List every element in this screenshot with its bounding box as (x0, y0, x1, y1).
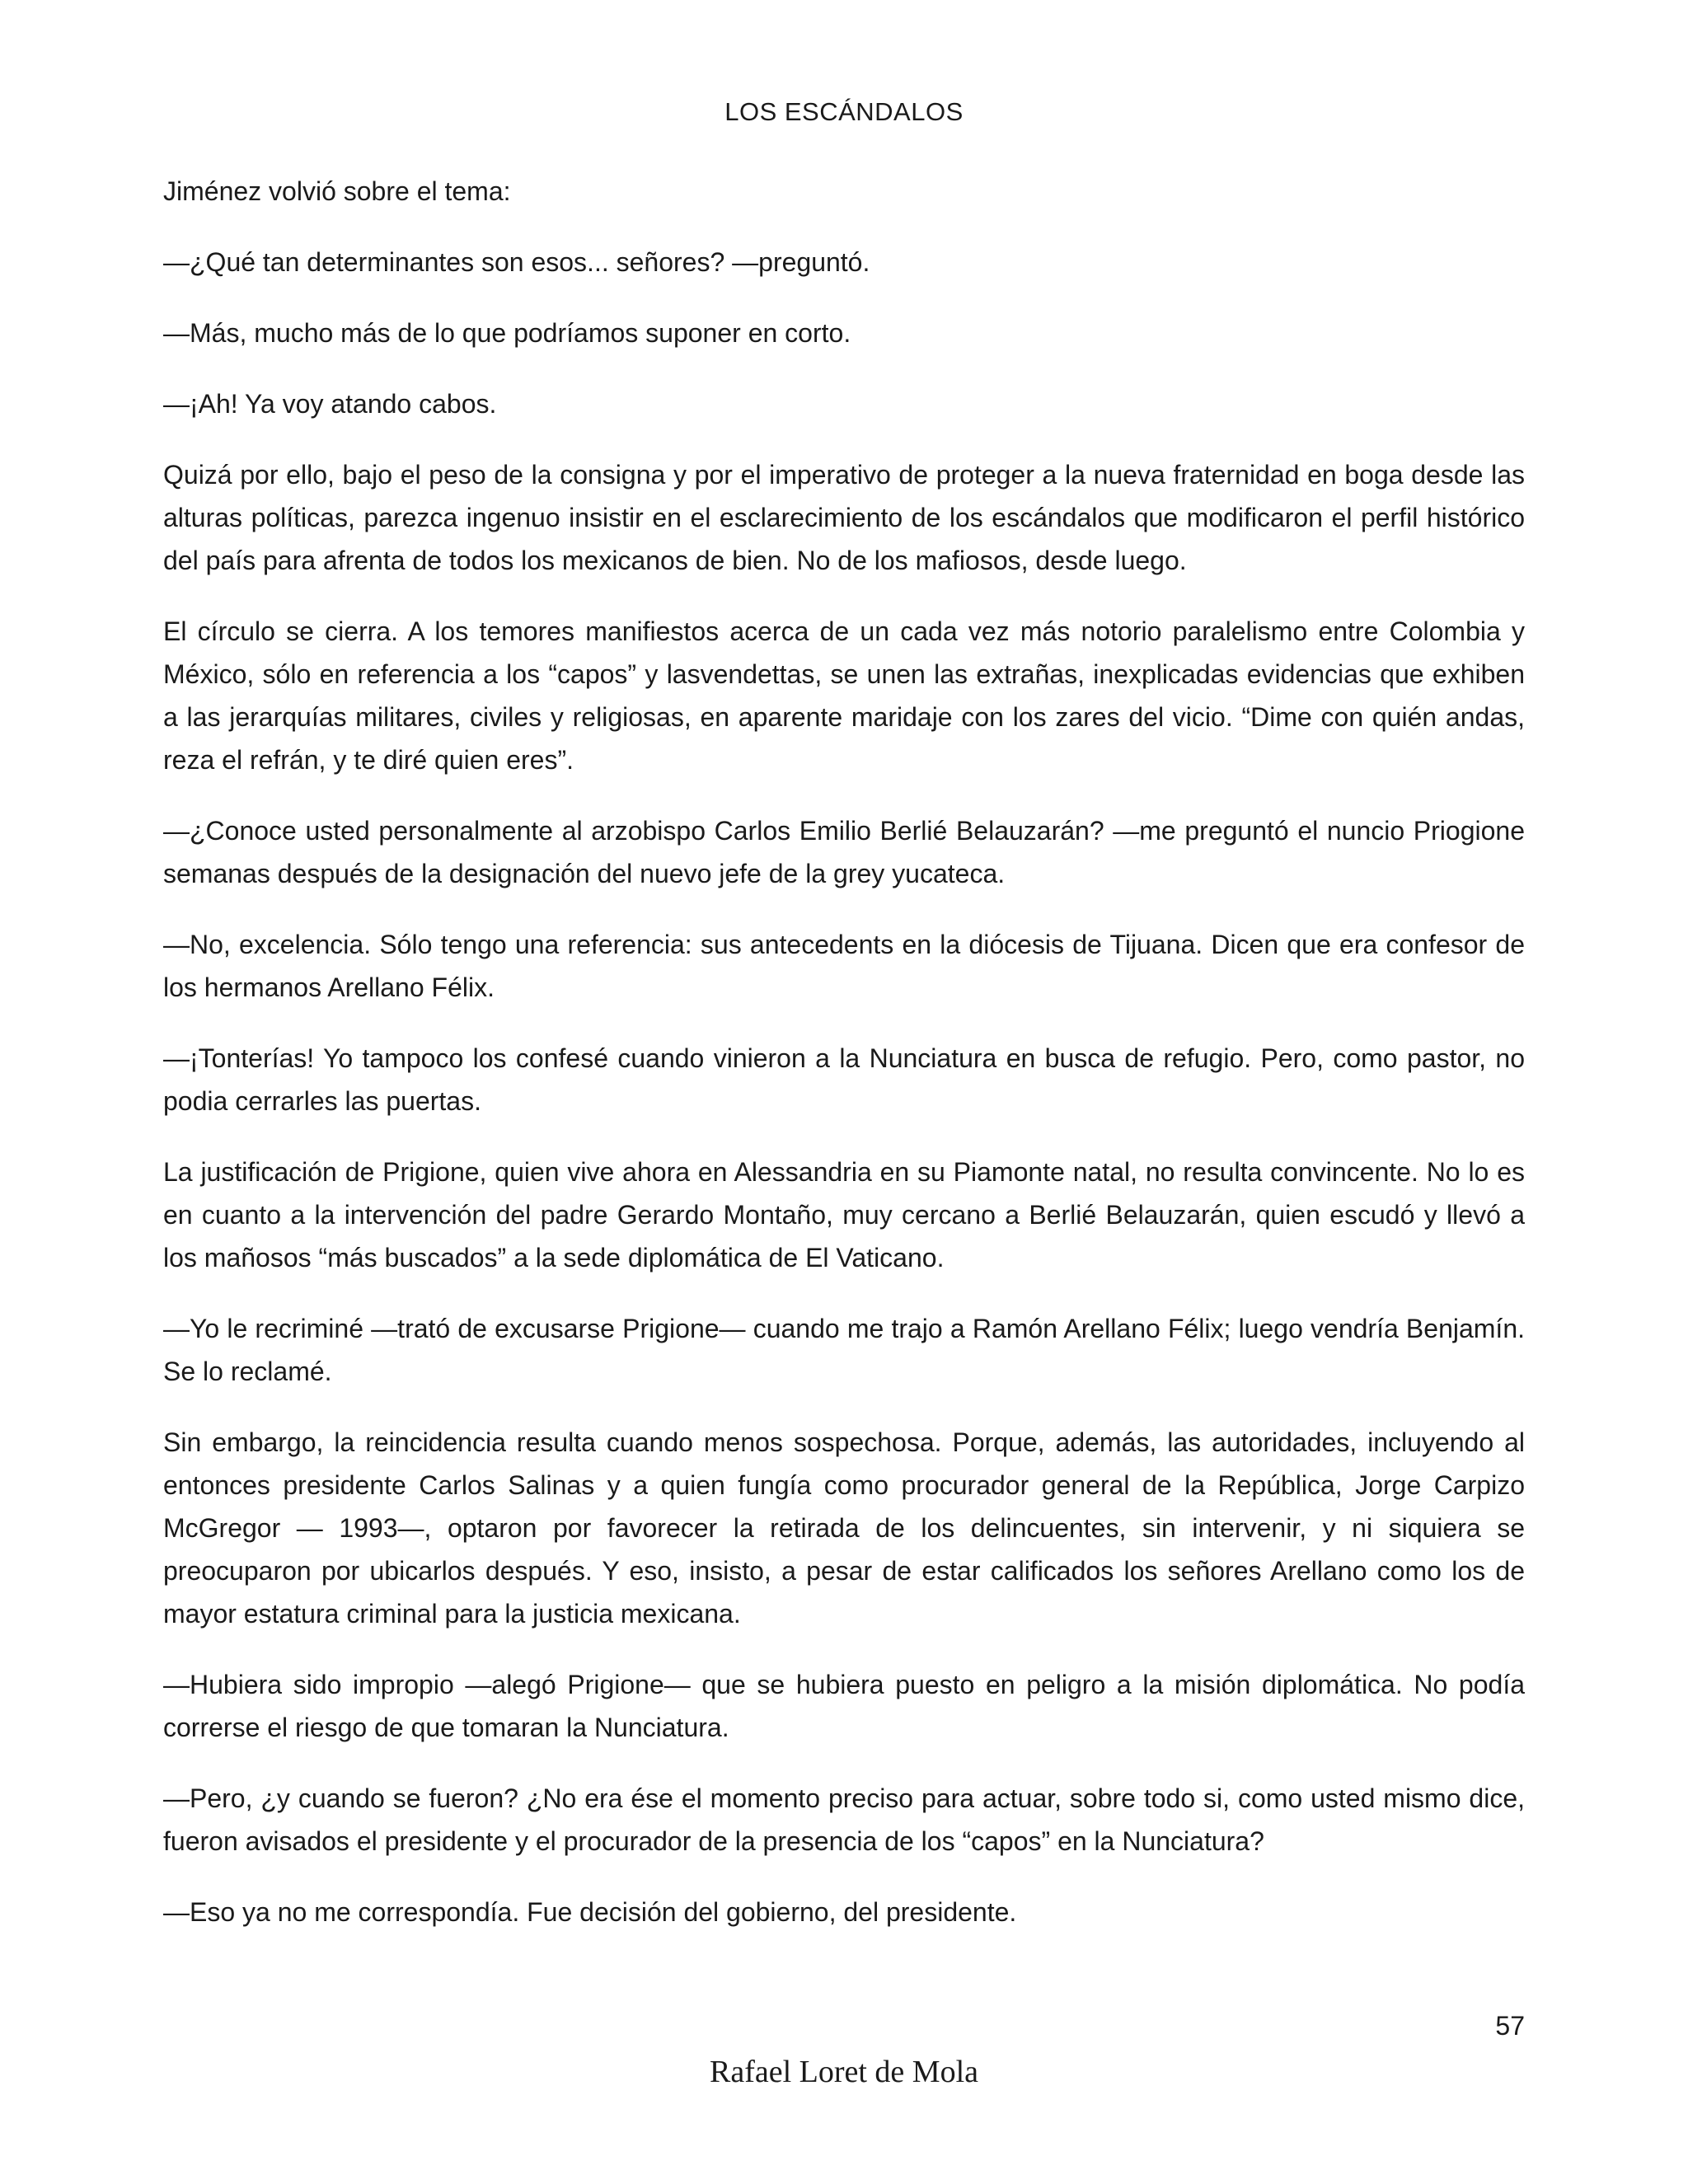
paragraph: La justificación de Prigione, quien vive ahora en Alessandria en su Piamonte natal, no resulta convincente. No lo es en cuanto a la intervención del padre Gerardo Montaño, muy cercano a Berlié Belauzarán, quien escudó y llevó a los mañosos “más buscados” a la sede diplomática de El Vaticano. (163, 1157, 1525, 1272)
paragraph: —Hubiera sido impropio —alegó Prigione— que se hubiera puesto en peligro a la misión diplomática. No podía correrse el riesgo de que tomaran la Nunciatura. (163, 1670, 1525, 1742)
paragraph: Quizá por ello, bajo el peso de la consigna y por el imperativo de proteger a la nueva fraternidad en boga desde las alturas políticas, parezca ingenuo insistir en el esclarecimiento de los escándalos que modificaron el perfil histórico del país para afrenta de todos los mexicanos de bien. No de los mafiosos, desde luego. (163, 460, 1525, 575)
paragraph: —¿Qué tan determinantes son esos... señores? —preguntó. (163, 247, 870, 277)
paragraph: —¿Conoce usted personalmente al arzobispo Carlos Emilio Berlié Belauzarán? —me preguntó el nuncio Priogione semanas después de la designación del nuevo jefe de la grey yucateca. (163, 816, 1525, 888)
running-title: LOS ESCÁNDALOS (724, 97, 964, 126)
paragraph: —¡Tonterías! Yo tampoco los confesé cuando vinieron a la Nunciatura en busca de refugio. Pero, como pastor, no podia cerrarles las puertas. (163, 1043, 1525, 1116)
paragraph: El círculo se cierra. A los temores manifiestos acerca de un cada vez más notorio paralelismo entre Colombia y México, sólo en referencia a los “capos” y lasvendettas, se unen las extrañas, inexplicadas evidencias que exhiben a las jerarquías militares, civiles y religiosas, en aparente maridaje con los zares del vicio. “Dime con quién andas, reza el refrán, y te diré quien eres”. (163, 616, 1525, 775)
page-number: 57 (1495, 2011, 1525, 2041)
paragraph: —No, excelencia. Sólo tengo una referencia: sus antecedents en la diócesis de Tijuana. Dicen que era confesor de los hermanos Arellano Félix. (163, 930, 1525, 1002)
paragraph: Jiménez volvió sobre el tema: (163, 176, 511, 206)
paragraph: —Eso ya no me correspondía. Fue decisión del gobierno, del presidente. (163, 1897, 1017, 1927)
paragraph: —Más, mucho más de lo que podríamos suponer en corto. (163, 318, 851, 348)
body-text (163, 170, 1525, 1961)
paragraph: —Yo le recriminé —trató de excusarse Prigione— cuando me trajo a Ramón Arellano Félix; luego vendría Benjamín. Se lo reclamé. (163, 1314, 1525, 1386)
paragraph: —Pero, ¿y cuando se fueron? ¿No era ése el momento preciso para actuar, sobre todo si, como usted mismo dice, fueron avisados el presidente y el procurador de la presencia de los “capos” en la Nunciatura? (163, 1783, 1525, 1856)
footer-author: Rafael Loret de Mola (709, 2055, 979, 2089)
paragraph: Sin embargo, la reincidencia resulta cuando menos sospechosa. Porque, además, las autoridades, incluyendo al entonces presidente Carlos Salinas y a quien fungía como procurador general de la República, Jorge Carpizo McGregor — 1993—, optaron por favorecer la retirada de los delincuentes, sin intervenir, y ni siquiera se preocuparon por ubicarlos después. Y eso, insisto, a pesar de estar calificados los señores Arellano como los de mayor estatura criminal para la justicia mexicana. (163, 1427, 1525, 1629)
paragraph: —¡Ah! Ya voy atando cabos. (163, 389, 497, 419)
